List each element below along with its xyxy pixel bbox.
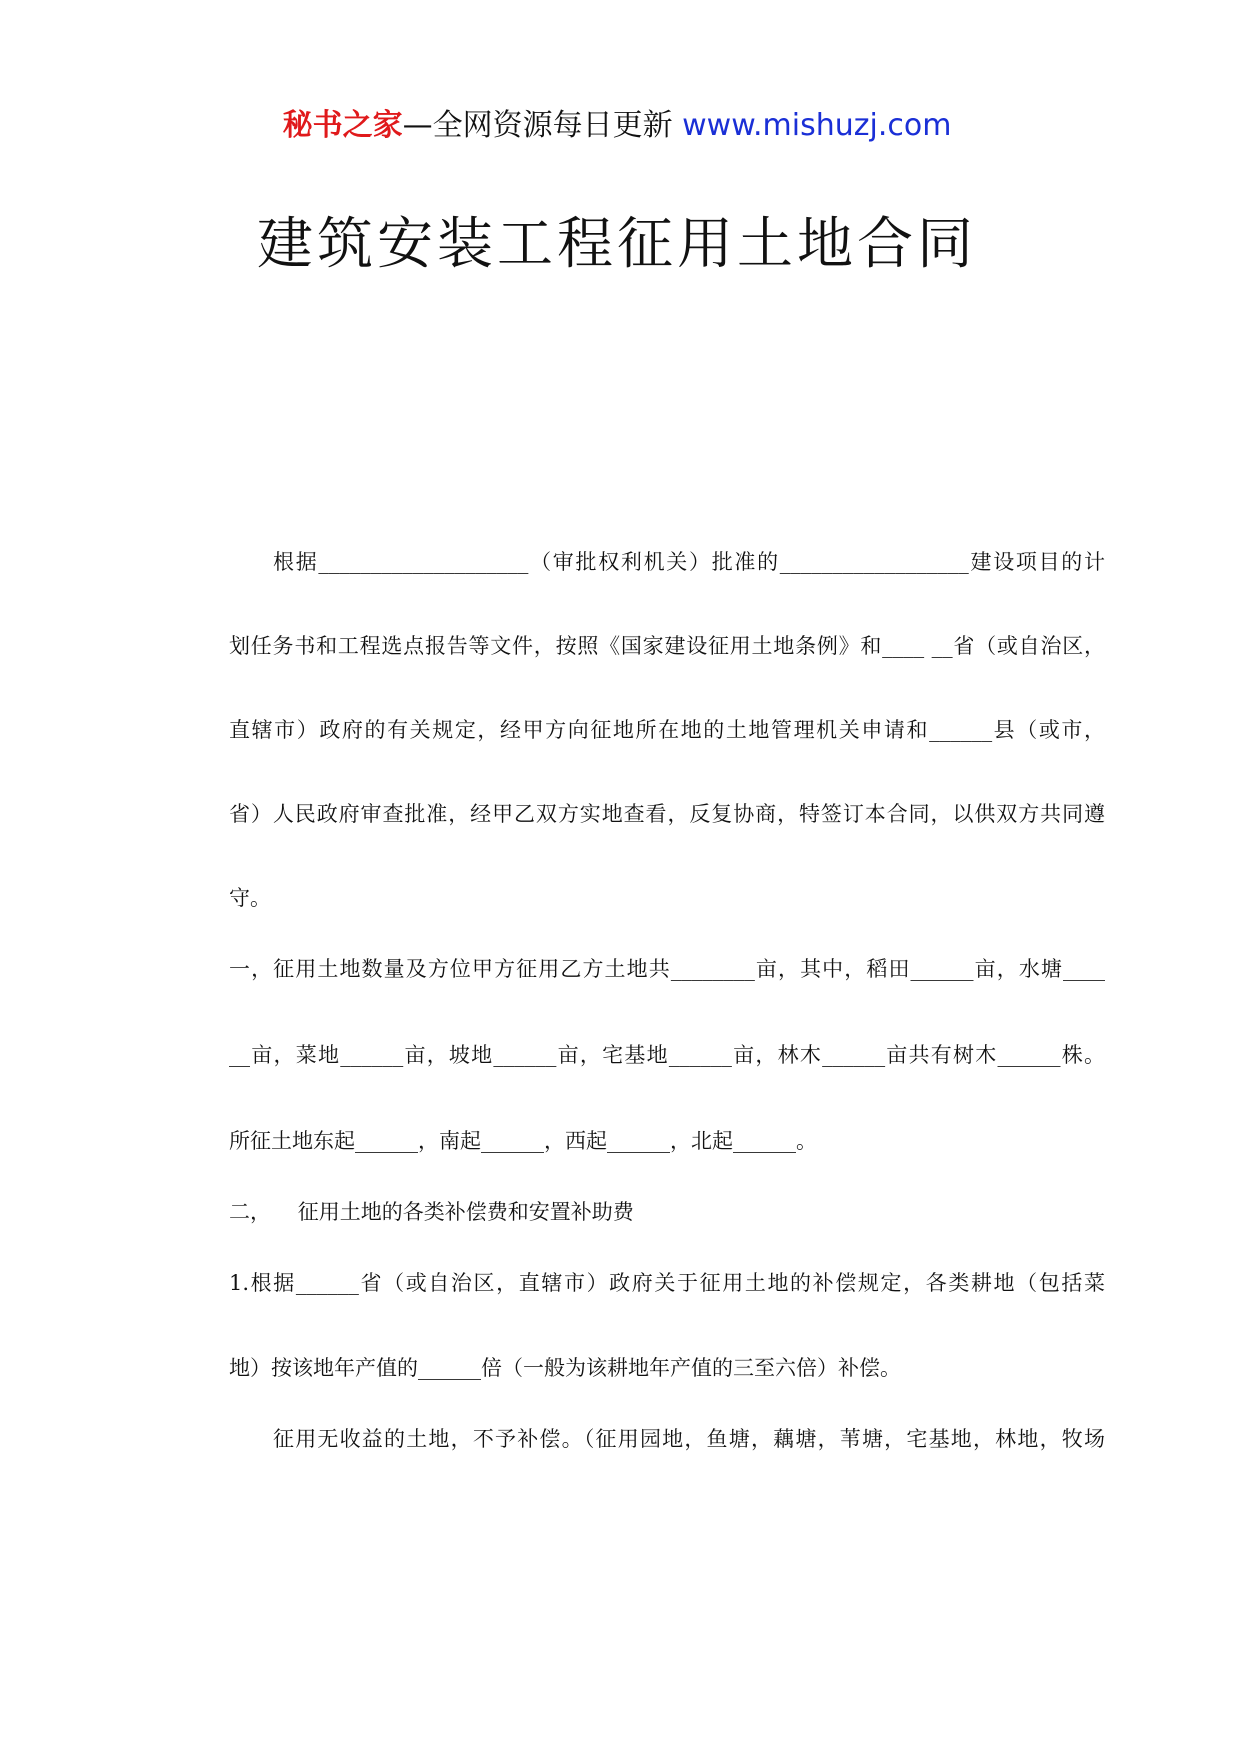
paragraph-line: 省）人民政府审查批准，经甲乙双方实地查看，反复协商，特签订本合同，以供双方共同遵 <box>229 802 1105 826</box>
paragraph-line: 守。 <box>229 886 271 910</box>
paragraph-line: 直辖市）政府的有关规定，经甲方向征地所在地的土地管理机关申请和______县（或市， <box>229 718 1105 742</box>
header-slogan: —全网资源每日更新 <box>402 108 673 143</box>
paragraph-line: 地）按该地年产值的______倍（一般为该耕地年产值的三至六倍）补偿。 <box>229 1356 901 1380</box>
site-header <box>0 100 1234 144</box>
paragraph-line: 征用无收益的土地，不予补偿。（征用园地，鱼塘，藕塘，苇塘，宅基地，林地，牧场 <box>273 1427 1105 1451</box>
paragraph-line: 1.根据______省（或自治区，直辖市）政府关于征用土地的补偿规定，各类耕地（包括菜 <box>229 1271 1105 1295</box>
section-heading-2: 二， 征用土地的各类补偿费和安置补助费 <box>229 1200 634 1224</box>
paragraph-line: 根据____________________（审批权利机关）批准的__________________建设项目的计 <box>273 550 1105 574</box>
paragraph-line: __亩，菜地______亩，坡地______亩，宅基地______亩，林木______亩共有树木______株。 <box>229 1043 1105 1067</box>
document-title: 建筑安装工程征用土地合同 <box>257 212 977 277</box>
section-heading-1: 一，征用土地数量及方位甲方征用乙方土地共________亩，其中，稻田______亩，水塘____ <box>229 957 1105 981</box>
paragraph-line: 所征土地东起______，南起______，西起______，北起______。 <box>229 1129 817 1153</box>
site-url-link[interactable]: www.mishuzj.com <box>682 108 952 143</box>
paragraph-line: 划任务书和工程选点报告等文件，按照《国家建设征用土地条例》和____ __省（或自治区， <box>229 634 1105 658</box>
brand-name: 秘书之家 <box>282 108 403 143</box>
